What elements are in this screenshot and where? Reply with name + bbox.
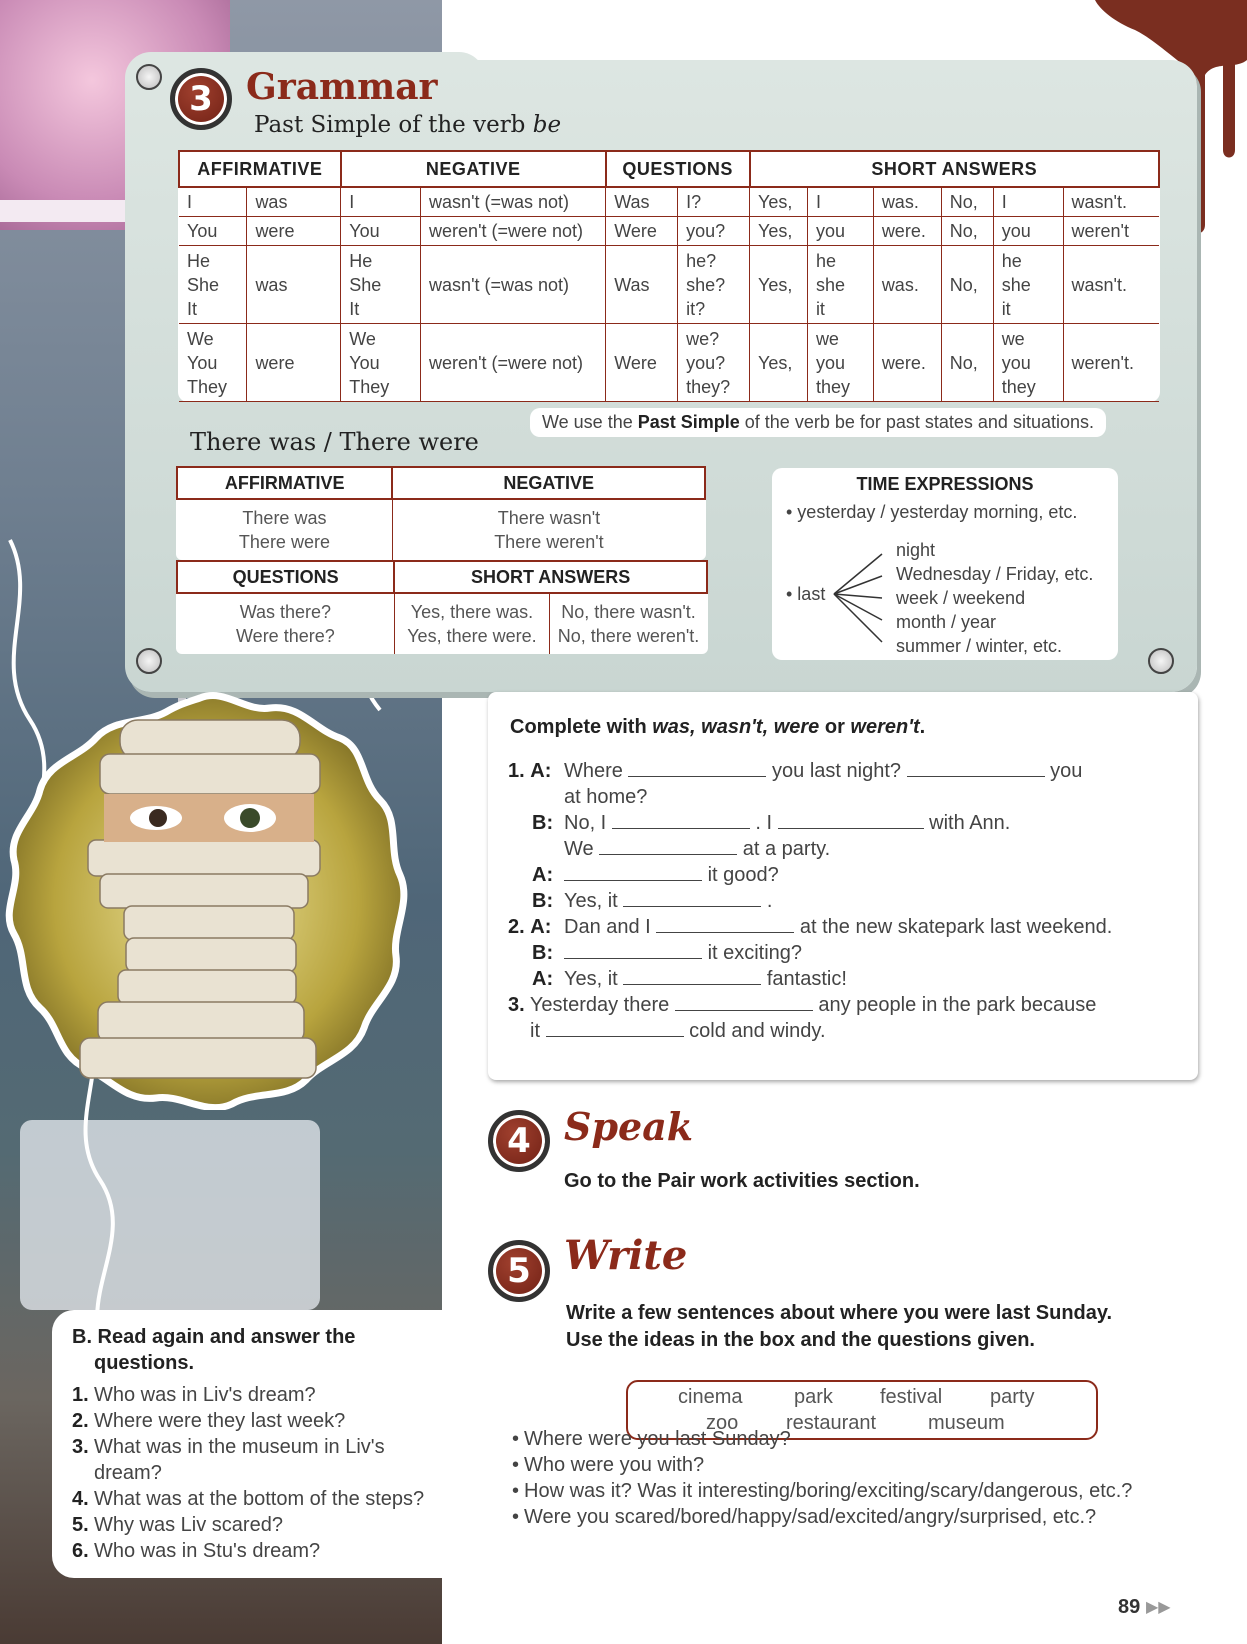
question-number: 6.: [72, 1540, 89, 1562]
exercise-text: Yesterday there: [529, 994, 670, 1016]
exercise-text: it exciting?: [707, 942, 803, 964]
there-short-answers-header: SHORT ANSWERS: [394, 561, 707, 593]
time-last-label: • last: [786, 584, 826, 604]
time-items-list: [896, 538, 1093, 658]
answer-blank[interactable]: [656, 915, 794, 933]
cell-text: There weren't: [494, 532, 604, 552]
exercise-line: [532, 862, 553, 888]
table-cell: [750, 246, 808, 324]
table-cell: [421, 187, 606, 217]
question-text: dream?: [94, 1462, 162, 1484]
exercise-text: fantastic!: [766, 968, 847, 990]
table-cell: [421, 217, 606, 246]
item-number: 1.: [508, 760, 525, 782]
speak-title: Speak: [564, 1104, 694, 1149]
question-subject: it?: [686, 298, 706, 319]
answer-blank[interactable]: [907, 759, 1045, 777]
subtitle-verb: be: [532, 112, 562, 138]
short-answer-no: No,: [949, 192, 978, 212]
speaker-label: B:: [532, 942, 554, 964]
speaker-label: B:: [532, 890, 554, 912]
exercise-text: cold and windy.: [689, 1020, 826, 1042]
table-cell: [177, 499, 392, 560]
answer-blank[interactable]: [546, 1019, 684, 1037]
read-again-title: questions.: [94, 1352, 195, 1374]
there-questions-table: [176, 560, 708, 654]
there-questions-header: QUESTIONS: [177, 561, 394, 593]
instruction-text: Use the ideas in the box and the questions given.: [566, 1329, 1035, 1351]
question-verb: Were: [614, 221, 657, 241]
answer-blank[interactable]: [675, 993, 813, 1011]
negative-header: NEGATIVE: [341, 151, 606, 187]
exercise-line: [532, 940, 553, 966]
table-cell: [550, 593, 707, 654]
idea-word: restaurant: [786, 1412, 877, 1434]
question-number: 1.: [72, 1384, 89, 1406]
question-item: [72, 1382, 316, 1408]
section-number-badge: 3: [170, 68, 232, 130]
question-text: Who was in Liv's dream?: [94, 1384, 316, 1406]
negative-subject: You: [349, 352, 380, 373]
exercise-text: . I: [755, 812, 773, 834]
question-item: [72, 1408, 345, 1434]
table-cell: [341, 246, 421, 324]
question-text: Why was Liv scared?: [94, 1514, 283, 1536]
branch-lines: [832, 548, 884, 648]
affirmative-verb: were: [255, 221, 295, 241]
table-cell: [678, 324, 750, 402]
question-subject: I?: [686, 192, 702, 212]
cell-text: Was there?: [239, 602, 332, 622]
time-item: month / year: [896, 612, 997, 632]
yes-subject: you: [815, 352, 845, 373]
table-cell: [394, 593, 549, 654]
affirmative-verb: were: [255, 352, 295, 373]
table-cell: [179, 324, 247, 402]
negative-verb: wasn't (=was not): [429, 274, 570, 295]
table-cell: [341, 187, 421, 217]
yes-subject: it: [815, 298, 825, 319]
exercise-text: any people in the park because: [818, 994, 1097, 1016]
write-question: Who were you with?: [524, 1454, 705, 1476]
yes-subject: she: [815, 274, 845, 295]
table-cell: [247, 246, 341, 324]
question-text: What was at the bottom of the steps?: [94, 1488, 425, 1510]
questions-header: QUESTIONS: [606, 151, 750, 187]
cell-text: There wasn't: [497, 508, 601, 528]
bullet-icon: •: [512, 1480, 520, 1502]
there-negative-header: NEGATIVE: [392, 467, 705, 499]
table-cell: [1063, 217, 1159, 246]
negative-subject: We: [349, 328, 376, 349]
subtitle-text: Past Simple of the verb: [254, 112, 533, 138]
yes-subject: I: [815, 192, 821, 212]
question-item: [72, 1538, 320, 1564]
mummy-illustration: [0, 690, 430, 1110]
table-cell: [678, 217, 750, 246]
no-verb: weren't: [1071, 221, 1129, 241]
exercise-text: you last night?: [772, 760, 902, 782]
table-cell: [678, 246, 750, 324]
table-cell: [179, 217, 247, 246]
table-cell: [993, 217, 1063, 246]
table-row: [179, 217, 1159, 246]
table-cell: [873, 187, 941, 217]
speak-instruction: Go to the Pair work activities section.: [564, 1170, 920, 1192]
question-subject: she?: [686, 274, 726, 295]
affirmative-subject: They: [187, 376, 228, 397]
exercise-text: at the new skatepark last weekend.: [799, 916, 1113, 938]
short-answer-yes: Yes,: [758, 221, 793, 241]
read-again-title: B. Read again and answer the: [72, 1326, 356, 1348]
question-text: Who was in Stu's dream?: [94, 1540, 321, 1562]
idea-word: festival: [880, 1386, 943, 1408]
instruction-text: or: [819, 716, 851, 738]
exercise-text: it: [530, 1020, 540, 1042]
table-cell: [1063, 246, 1159, 324]
note-text: We use the: [542, 412, 638, 432]
idea-word: cinema: [678, 1386, 743, 1408]
no-subject: it: [1001, 298, 1011, 319]
page-number: 89: [1118, 1596, 1141, 1618]
table-cell: [873, 217, 941, 246]
time-item: summer / winter, etc.: [896, 636, 1063, 656]
exercise-text: Dan and I: [564, 916, 651, 938]
table-cell: [341, 217, 421, 246]
no-subject: we: [1001, 328, 1025, 349]
affirmative-subject: We: [187, 328, 214, 349]
yes-verb: were.: [881, 221, 926, 241]
negative-verb: wasn't (=was not): [429, 192, 570, 212]
exercise-box: [488, 692, 1198, 1080]
yes-subject: he: [815, 250, 836, 271]
exercise-line: [532, 966, 553, 992]
negative-subject: You: [349, 221, 380, 241]
exercise-instruction: [510, 714, 925, 740]
exercise-line: [564, 758, 1082, 784]
question-verb: Was: [614, 192, 650, 212]
negative-subject: It: [349, 298, 360, 319]
table-cell: [606, 187, 678, 217]
question-number: 2.: [72, 1410, 89, 1432]
write-question: How was it? Was it interesting/boring/exciting/scary/dangerous, etc.?: [524, 1480, 1133, 1502]
table-cell: [807, 246, 873, 324]
table-cell: [179, 187, 247, 217]
exercise-line: [564, 862, 779, 888]
write-title: Write: [564, 1232, 688, 1279]
table-cell: [807, 187, 873, 217]
exercise-text: it good?: [707, 864, 779, 886]
table-cell: [993, 324, 1063, 402]
question-subject: he?: [686, 250, 717, 271]
exercise-line: [564, 810, 1010, 836]
grammar-title: Grammar: [246, 66, 438, 108]
exercise-line: [564, 966, 847, 992]
short-answer-no: No,: [949, 221, 978, 241]
no-subject: she: [1001, 274, 1031, 295]
table-cell: [941, 324, 993, 402]
instruction-text: .: [919, 716, 926, 738]
no-verb: wasn't.: [1071, 274, 1127, 295]
table-cell: [421, 246, 606, 324]
table-row: [179, 246, 1159, 324]
table-cell: [247, 217, 341, 246]
table-cell: [678, 187, 750, 217]
speaker-label: A:: [532, 864, 554, 886]
speaker-label: A:: [532, 968, 554, 990]
usage-note: [530, 408, 1106, 437]
question-item: [72, 1486, 424, 1512]
question-item: [72, 1460, 162, 1486]
write-question: Where were you last Sunday?: [524, 1428, 791, 1450]
affirmative-verb: was: [255, 274, 288, 295]
table-cell: [1063, 324, 1159, 402]
negative-subject: She: [349, 274, 382, 295]
table-cell: [1063, 187, 1159, 217]
table-row: [179, 324, 1159, 402]
yes-subject: they: [815, 376, 850, 397]
instruction-words: was, wasn't, were: [652, 716, 820, 738]
table-cell: [750, 187, 808, 217]
there-was-table: [176, 466, 706, 560]
item-number: 2.: [508, 916, 525, 938]
affirmative-subject: You: [187, 221, 218, 241]
answer-blank[interactable]: [564, 941, 702, 959]
question-text: What was in the museum in Liv's: [94, 1436, 385, 1458]
no-subject: you: [1001, 352, 1031, 373]
cell-text: Were there?: [236, 626, 335, 646]
question-verb: Was: [614, 274, 650, 295]
negative-subject: He: [349, 250, 373, 271]
table-cell: [392, 499, 705, 560]
speaker-label: A:: [530, 916, 552, 938]
exercise-text: with Ann.: [929, 812, 1011, 834]
exercise-line: [508, 914, 551, 940]
question-number: 3.: [72, 1436, 89, 1458]
table-cell: [179, 246, 247, 324]
question-subject: they?: [686, 376, 731, 397]
question-subject: you?: [686, 221, 726, 241]
negative-subject: I: [349, 192, 355, 212]
exercise-line: at home?: [564, 786, 648, 808]
write-question: Were you scared/bored/happy/sad/excited/angry/surprised, etc.?: [524, 1506, 1097, 1528]
no-subject: you: [1001, 221, 1031, 241]
question-item: [72, 1434, 385, 1460]
read-again-box: [52, 1310, 478, 1578]
instruction-text: Complete with: [510, 716, 653, 738]
next-page-icon: ▶▶: [1146, 1599, 1171, 1616]
cell-text: There was: [242, 508, 327, 528]
question-item: [72, 1512, 283, 1538]
exercise-text: We: [564, 838, 594, 860]
cell-text: There were: [238, 532, 330, 552]
answer-blank[interactable]: [599, 837, 737, 855]
speaker-label: B:: [532, 812, 554, 834]
exercise-line: [508, 992, 1096, 1018]
affirmative-subject: She: [187, 274, 220, 295]
exercise-line: [508, 758, 551, 784]
bullet-icon: •: [512, 1506, 520, 1528]
affirmative-subject: It: [187, 298, 198, 319]
table-cell: [606, 217, 678, 246]
screw-icon: [136, 64, 162, 90]
table-cell: [941, 217, 993, 246]
table-cell: [807, 324, 873, 402]
screw-icon: [136, 648, 162, 674]
table-cell: [606, 324, 678, 402]
short-answers-header: SHORT ANSWERS: [750, 151, 1160, 187]
no-subject: he: [1001, 250, 1022, 271]
table-cell: [873, 324, 941, 402]
short-answer-yes: Yes,: [758, 192, 793, 212]
short-answer-yes: Yes,: [758, 274, 793, 295]
answer-blank[interactable]: [623, 967, 761, 985]
no-verb: wasn't.: [1071, 192, 1127, 212]
idea-word: museum: [928, 1412, 1005, 1434]
question-subject: you?: [686, 352, 726, 373]
speaker-label: A:: [530, 760, 552, 782]
table-cell: [750, 324, 808, 402]
affirmative-verb: was: [255, 192, 288, 212]
question-number: 5.: [72, 1514, 89, 1536]
past-simple-table: [178, 150, 1160, 402]
table-cell: [341, 324, 421, 402]
time-item: week / weekend: [896, 588, 1026, 608]
there-was-title: There was / There were: [190, 428, 479, 456]
table-cell: [941, 187, 993, 217]
negative-subject: They: [349, 376, 390, 397]
exercise-line: [532, 810, 553, 836]
exercise-text: you: [1050, 760, 1083, 782]
affirmative-subject: I: [187, 192, 193, 212]
question-subject: we?: [686, 328, 720, 349]
cell-text: Yes, there were.: [407, 626, 537, 646]
table-cell: [247, 187, 341, 217]
table-cell: [993, 246, 1063, 324]
write-instruction: [566, 1300, 1112, 1354]
negative-verb: weren't (=were not): [429, 221, 584, 241]
note-bold: Past Simple: [637, 412, 740, 432]
exercise-line: [564, 914, 1112, 940]
bullet-icon: •: [512, 1454, 520, 1476]
cell-text: Yes, there was.: [410, 602, 534, 622]
no-subject: I: [1001, 192, 1007, 212]
note-text: of the verb be for past states and situations.: [739, 412, 1094, 432]
screw-icon: [1148, 648, 1174, 674]
exercise-line: [532, 888, 553, 914]
no-verb: weren't.: [1071, 352, 1134, 373]
idea-word: park: [794, 1386, 833, 1408]
table-cell: [247, 324, 341, 402]
question-number: 4.: [72, 1488, 89, 1510]
yes-verb: were.: [881, 352, 926, 373]
item-number: 3.: [508, 994, 525, 1016]
answer-blank[interactable]: [612, 811, 750, 829]
exercise-text: No, I: [564, 812, 607, 834]
time-item: Wednesday / Friday, etc.: [896, 564, 1094, 584]
question-text: Where were they last week?: [94, 1410, 346, 1432]
table-body: [179, 187, 1159, 402]
answer-blank[interactable]: [623, 889, 761, 907]
section-number-badge: 4: [488, 1110, 550, 1172]
time-expressions-box: [772, 468, 1118, 660]
yes-verb: was.: [881, 274, 919, 295]
answer-blank[interactable]: [564, 863, 702, 881]
table-cell: [177, 593, 394, 654]
answer-blank[interactable]: [628, 759, 766, 777]
table-cell: [941, 246, 993, 324]
there-affirmative-header: AFFIRMATIVE: [177, 467, 392, 499]
exercise-text: .: [766, 890, 773, 912]
yes-subject: we: [815, 328, 839, 349]
negative-verb: weren't (=were not): [429, 352, 584, 373]
affirmative-subject: You: [187, 352, 218, 373]
short-answer-no: No,: [949, 352, 978, 373]
idea-word: party: [990, 1386, 1035, 1408]
yes-verb: was.: [881, 192, 919, 212]
exercise-line: [564, 888, 772, 914]
short-answer-yes: Yes,: [758, 352, 793, 373]
instruction-text: Write a few sentences about where you were last Sunday.: [566, 1302, 1113, 1324]
answer-blank[interactable]: [778, 811, 924, 829]
question-verb: Were: [614, 352, 657, 373]
grammar-subtitle: [254, 112, 561, 138]
exercise-line: [564, 940, 802, 966]
time-item: night: [896, 540, 936, 560]
table-row: [179, 187, 1159, 217]
no-subject: they: [1001, 376, 1036, 397]
exercise-text: Where: [564, 760, 623, 782]
idea-word: zoo: [706, 1412, 739, 1434]
table-cell: [873, 246, 941, 324]
yes-subject: you: [815, 221, 845, 241]
table-cell: [807, 217, 873, 246]
section-number-badge: 5: [488, 1240, 550, 1302]
cell-text: No, there weren't.: [557, 626, 700, 646]
exercise-text: Yes, it: [564, 968, 618, 990]
exercise-line: [564, 836, 830, 862]
affirmative-header: AFFIRMATIVE: [179, 151, 341, 187]
instruction-words: weren't: [850, 716, 920, 738]
table-cell: [750, 217, 808, 246]
exercise-text: Yes, it: [564, 890, 618, 912]
table-cell: [993, 187, 1063, 217]
bullet-icon: •: [512, 1428, 520, 1450]
time-expressions-title: TIME EXPRESSIONS: [856, 474, 1034, 494]
affirmative-subject: He: [187, 250, 211, 271]
table-cell: [606, 246, 678, 324]
exercise-text: at a party.: [742, 838, 831, 860]
table-cell: [421, 324, 606, 402]
exercise-line: [530, 1018, 826, 1044]
time-expression-line: • yesterday / yesterday morning, etc.: [786, 502, 1078, 522]
short-answer-no: No,: [949, 274, 978, 295]
cell-text: No, there wasn't.: [561, 602, 696, 622]
